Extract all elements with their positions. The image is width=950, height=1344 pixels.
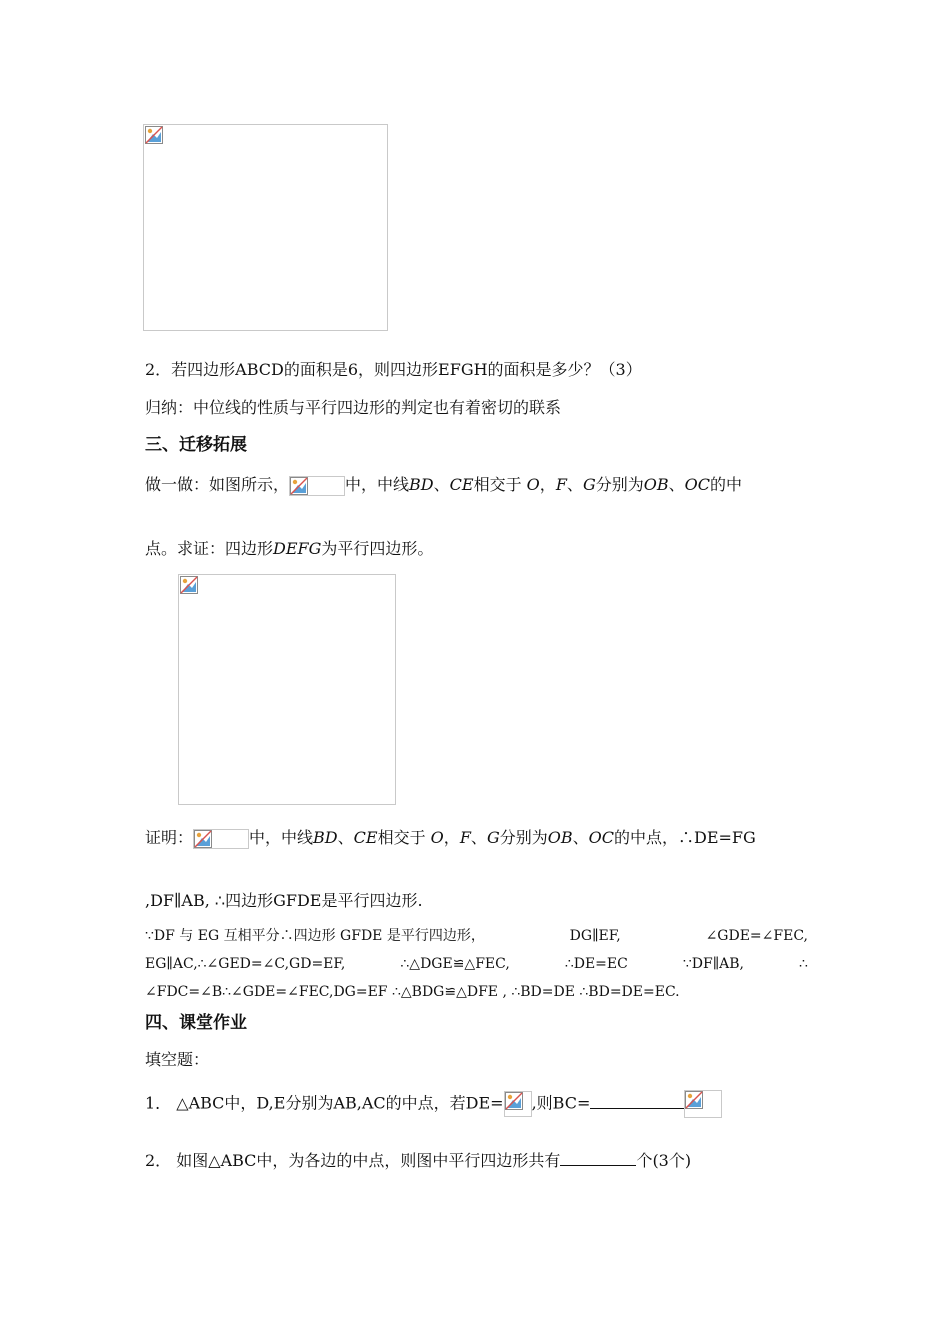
proof-line-3 xyxy=(145,926,808,946)
proof-text: ,DF∥AB, ∴四边形GFDE是平行四边形. xyxy=(145,891,423,910)
var-f: F xyxy=(555,475,567,494)
figure-1-image xyxy=(143,124,388,331)
var-ce: CE xyxy=(449,475,474,494)
var-ce: CE xyxy=(353,828,378,847)
sep: 、 xyxy=(668,475,685,494)
triangle-inline-image xyxy=(193,829,249,849)
figure-2-image xyxy=(178,574,396,805)
var-f: F xyxy=(459,828,471,847)
broken-image-icon xyxy=(685,1091,703,1109)
var-defg: DEFG xyxy=(273,539,322,558)
proof-line-4 xyxy=(145,954,808,974)
proof-text: ∴DE=EC xyxy=(564,956,628,972)
proof-text: EG∥AC,∴∠GED=∠C,GD=EF, xyxy=(145,956,346,972)
fill-in-label xyxy=(145,1049,810,1071)
exercise-prefix: 做一做：如图所示， xyxy=(145,475,290,494)
sep: 、 xyxy=(566,475,583,494)
proof-text: ∴ xyxy=(799,956,808,972)
broken-image-icon xyxy=(180,576,198,594)
formula-inline-image xyxy=(504,1091,532,1117)
sep: ， xyxy=(539,475,556,494)
var-bd: BD xyxy=(313,828,338,847)
formula-inline-image xyxy=(684,1090,722,1118)
exercise-text: 点。求证：四边形 xyxy=(145,539,274,558)
section-3-heading: 三、迁移拓展 xyxy=(145,435,247,455)
answer-blank[interactable] xyxy=(560,1151,636,1166)
proof-text: 相交于 xyxy=(377,828,426,847)
var-bd: BD xyxy=(409,475,434,494)
var-oc: OC xyxy=(684,475,710,494)
broken-image-icon xyxy=(290,477,308,495)
exercise-text: 的中 xyxy=(709,475,742,494)
broken-image-icon xyxy=(145,126,163,144)
proof-line-1 xyxy=(145,827,810,849)
fill-in-text: 填空题： xyxy=(145,1050,210,1069)
var-g: G xyxy=(582,475,596,494)
proof-line-5 xyxy=(145,982,810,1002)
sep: 、 xyxy=(337,828,354,847)
proof-text: 分别为 xyxy=(499,828,548,847)
sep: 、 xyxy=(433,475,450,494)
homework-q2-text: 2． 如图△ABC中，为各边的中点，则图中平行四边形共有 xyxy=(145,1151,561,1170)
homework-question-2 xyxy=(145,1150,810,1172)
proof-text: 的中点，∴DE=FG xyxy=(613,828,756,847)
var-o: O xyxy=(430,828,444,847)
proof-text: 中，中线 xyxy=(249,828,314,847)
sep: 、 xyxy=(470,828,487,847)
homework-q1-text: 1． △ABC中，D,E分别为AB,AC的中点，若DE= xyxy=(145,1093,504,1113)
summary-line xyxy=(145,397,810,419)
section-4-heading: 四、课堂作业 xyxy=(145,1013,247,1033)
question-2-area xyxy=(145,359,810,381)
proof-prefix: 证明： xyxy=(145,828,194,847)
proof-text: ∠FDC=∠B∴∠GDE=∠FEC,DG=EF ∴△BDG≌△DFE , ∴BD=DE ∴BD=DE=EC. xyxy=(145,984,680,1000)
sep: 、 xyxy=(572,828,589,847)
exercise-text: 中，中线 xyxy=(345,475,410,494)
homework-q2-text: 个(3个) xyxy=(636,1151,692,1170)
homework-question-1 xyxy=(145,1090,810,1118)
sep: ， xyxy=(443,828,460,847)
var-ob: OB xyxy=(643,475,669,494)
broken-image-icon xyxy=(505,1092,523,1110)
broken-image-icon xyxy=(194,830,212,848)
proof-text: ∴△DGE≌△FEC, xyxy=(400,956,510,972)
proof-text: DG∥EF, xyxy=(569,928,621,944)
summary-text: 归纳：中位线的性质与平行四边形的判定也有着密切的联系 xyxy=(145,398,562,417)
var-o: O xyxy=(526,475,540,494)
proof-text: ∵DF 与 EG 互相平分∴四边形 GFDE 是平行四边形， xyxy=(145,928,485,944)
proof-text: ∠GDE=∠FEC, xyxy=(705,928,808,944)
triangle-inline-image xyxy=(289,476,345,496)
answer-blank[interactable] xyxy=(590,1094,684,1109)
exercise-text: 为平行四边形。 xyxy=(321,539,434,558)
exercise-line-1 xyxy=(145,474,810,496)
homework-q1-text: ,则BC= xyxy=(531,1093,591,1113)
exercise-text: 相交于 xyxy=(473,475,522,494)
exercise-text: 分别为 xyxy=(595,475,644,494)
var-ob: OB xyxy=(547,828,573,847)
var-g: G xyxy=(486,828,500,847)
question-2-text: 2．若四边形ABCD的面积是6，则四边形EFGH的面积是多少？（3） xyxy=(145,360,642,379)
exercise-line-2 xyxy=(145,538,810,560)
proof-line-2 xyxy=(145,890,810,912)
proof-text: ∵DF∥AB, xyxy=(682,956,745,972)
var-oc: OC xyxy=(588,828,614,847)
